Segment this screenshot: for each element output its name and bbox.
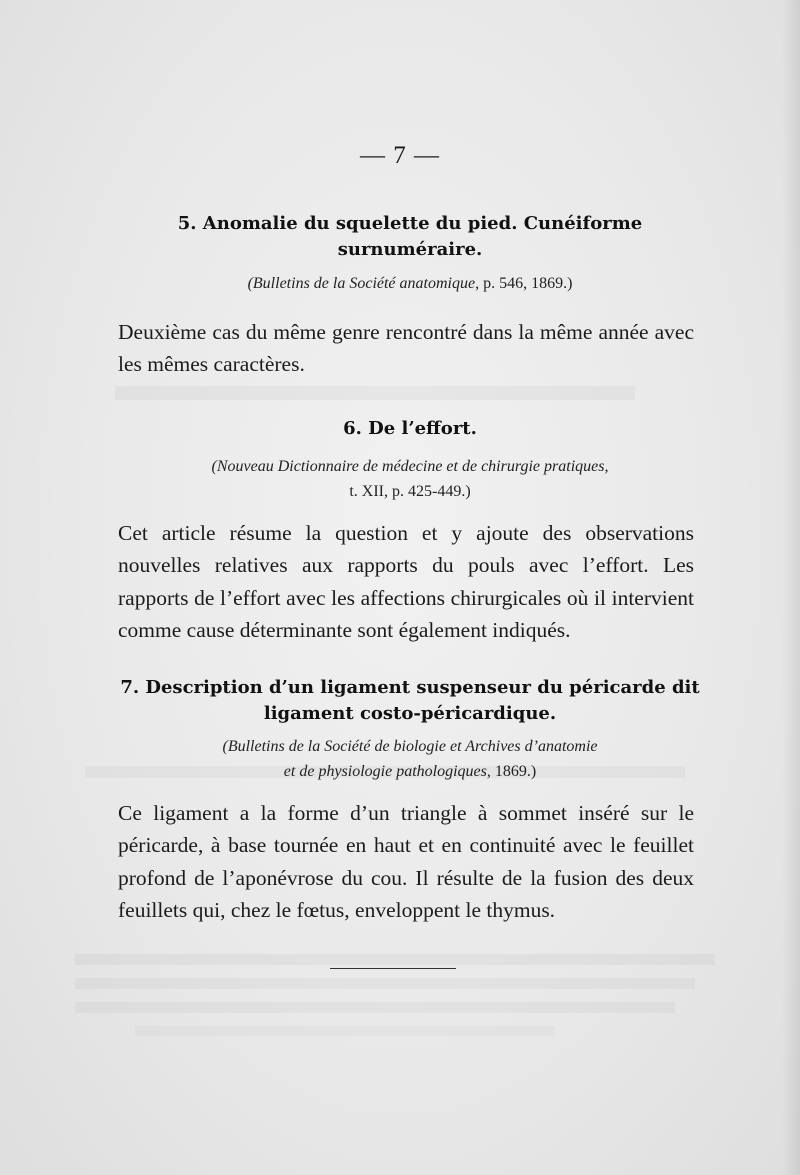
section-5-reference: [110, 272, 710, 297]
section-6-reference-line-1: (Nouveau Dictionnaire de médecine et de chirurgie pratiques,: [211, 458, 609, 475]
section-7-title: 7. Description d’un ligament suspenseur du péricarde dit ligament costo-péricardique.: [120, 677, 700, 725]
show-through-shape: [75, 380, 735, 406]
section-5-reference-pages: p. 546, 1869.): [483, 275, 573, 292]
show-through-texture: [75, 380, 735, 406]
section-7-reference: [110, 735, 710, 785]
section-7-paragraph: Ce ligament a la forme d’un triangle à sommet inséré sur le péricarde, à base tournée en haut et en continuité avec le feuillet profond de l’aponévrose du cou. Il résulte de la fusion des deux feuillets qui, chez le fœtus, enveloppent le thymus.: [118, 801, 694, 922]
page-edge-shadow: [782, 0, 800, 1175]
show-through-shape: [75, 950, 735, 1040]
section-7-reference-line-1: (Bulletins de la Société de biologie et Archives d’anatomie: [222, 738, 598, 755]
section-5-reference-journal: (Bulletins de la Société anatomique,: [247, 275, 480, 292]
section-5-title: 5. Anomalie du squelette du pied. Cunéiforme surnuméraire.: [177, 213, 643, 261]
section-7-reference-journal: et de physiologie pathologiques,: [283, 762, 491, 780]
section-6-paragraph: Cet article résume la question et y ajoute des observations nouvelles relatives aux rapports du pouls avec l’effort. Les rapports de l’effort avec les affections chirurgicales où il intervient comme cause déterminante sont également indiqués.: [118, 521, 694, 642]
section-6-reference: [110, 455, 710, 505]
page-number: — 7 —: [360, 142, 440, 169]
closing-rule: [330, 968, 456, 969]
section-7-reference-line-2: [110, 760, 710, 785]
section-5-paragraph: Deuxième cas du même genre rencontré dans la même année avec les mêmes caractères.: [118, 320, 694, 377]
show-through-texture: [75, 950, 735, 1040]
section-6-reference-line-2: t. XII, p. 425-449.): [349, 482, 471, 500]
section-7-reference-year: 1869.): [494, 762, 537, 780]
section-6-title: 6. De l’effort.: [343, 418, 477, 439]
